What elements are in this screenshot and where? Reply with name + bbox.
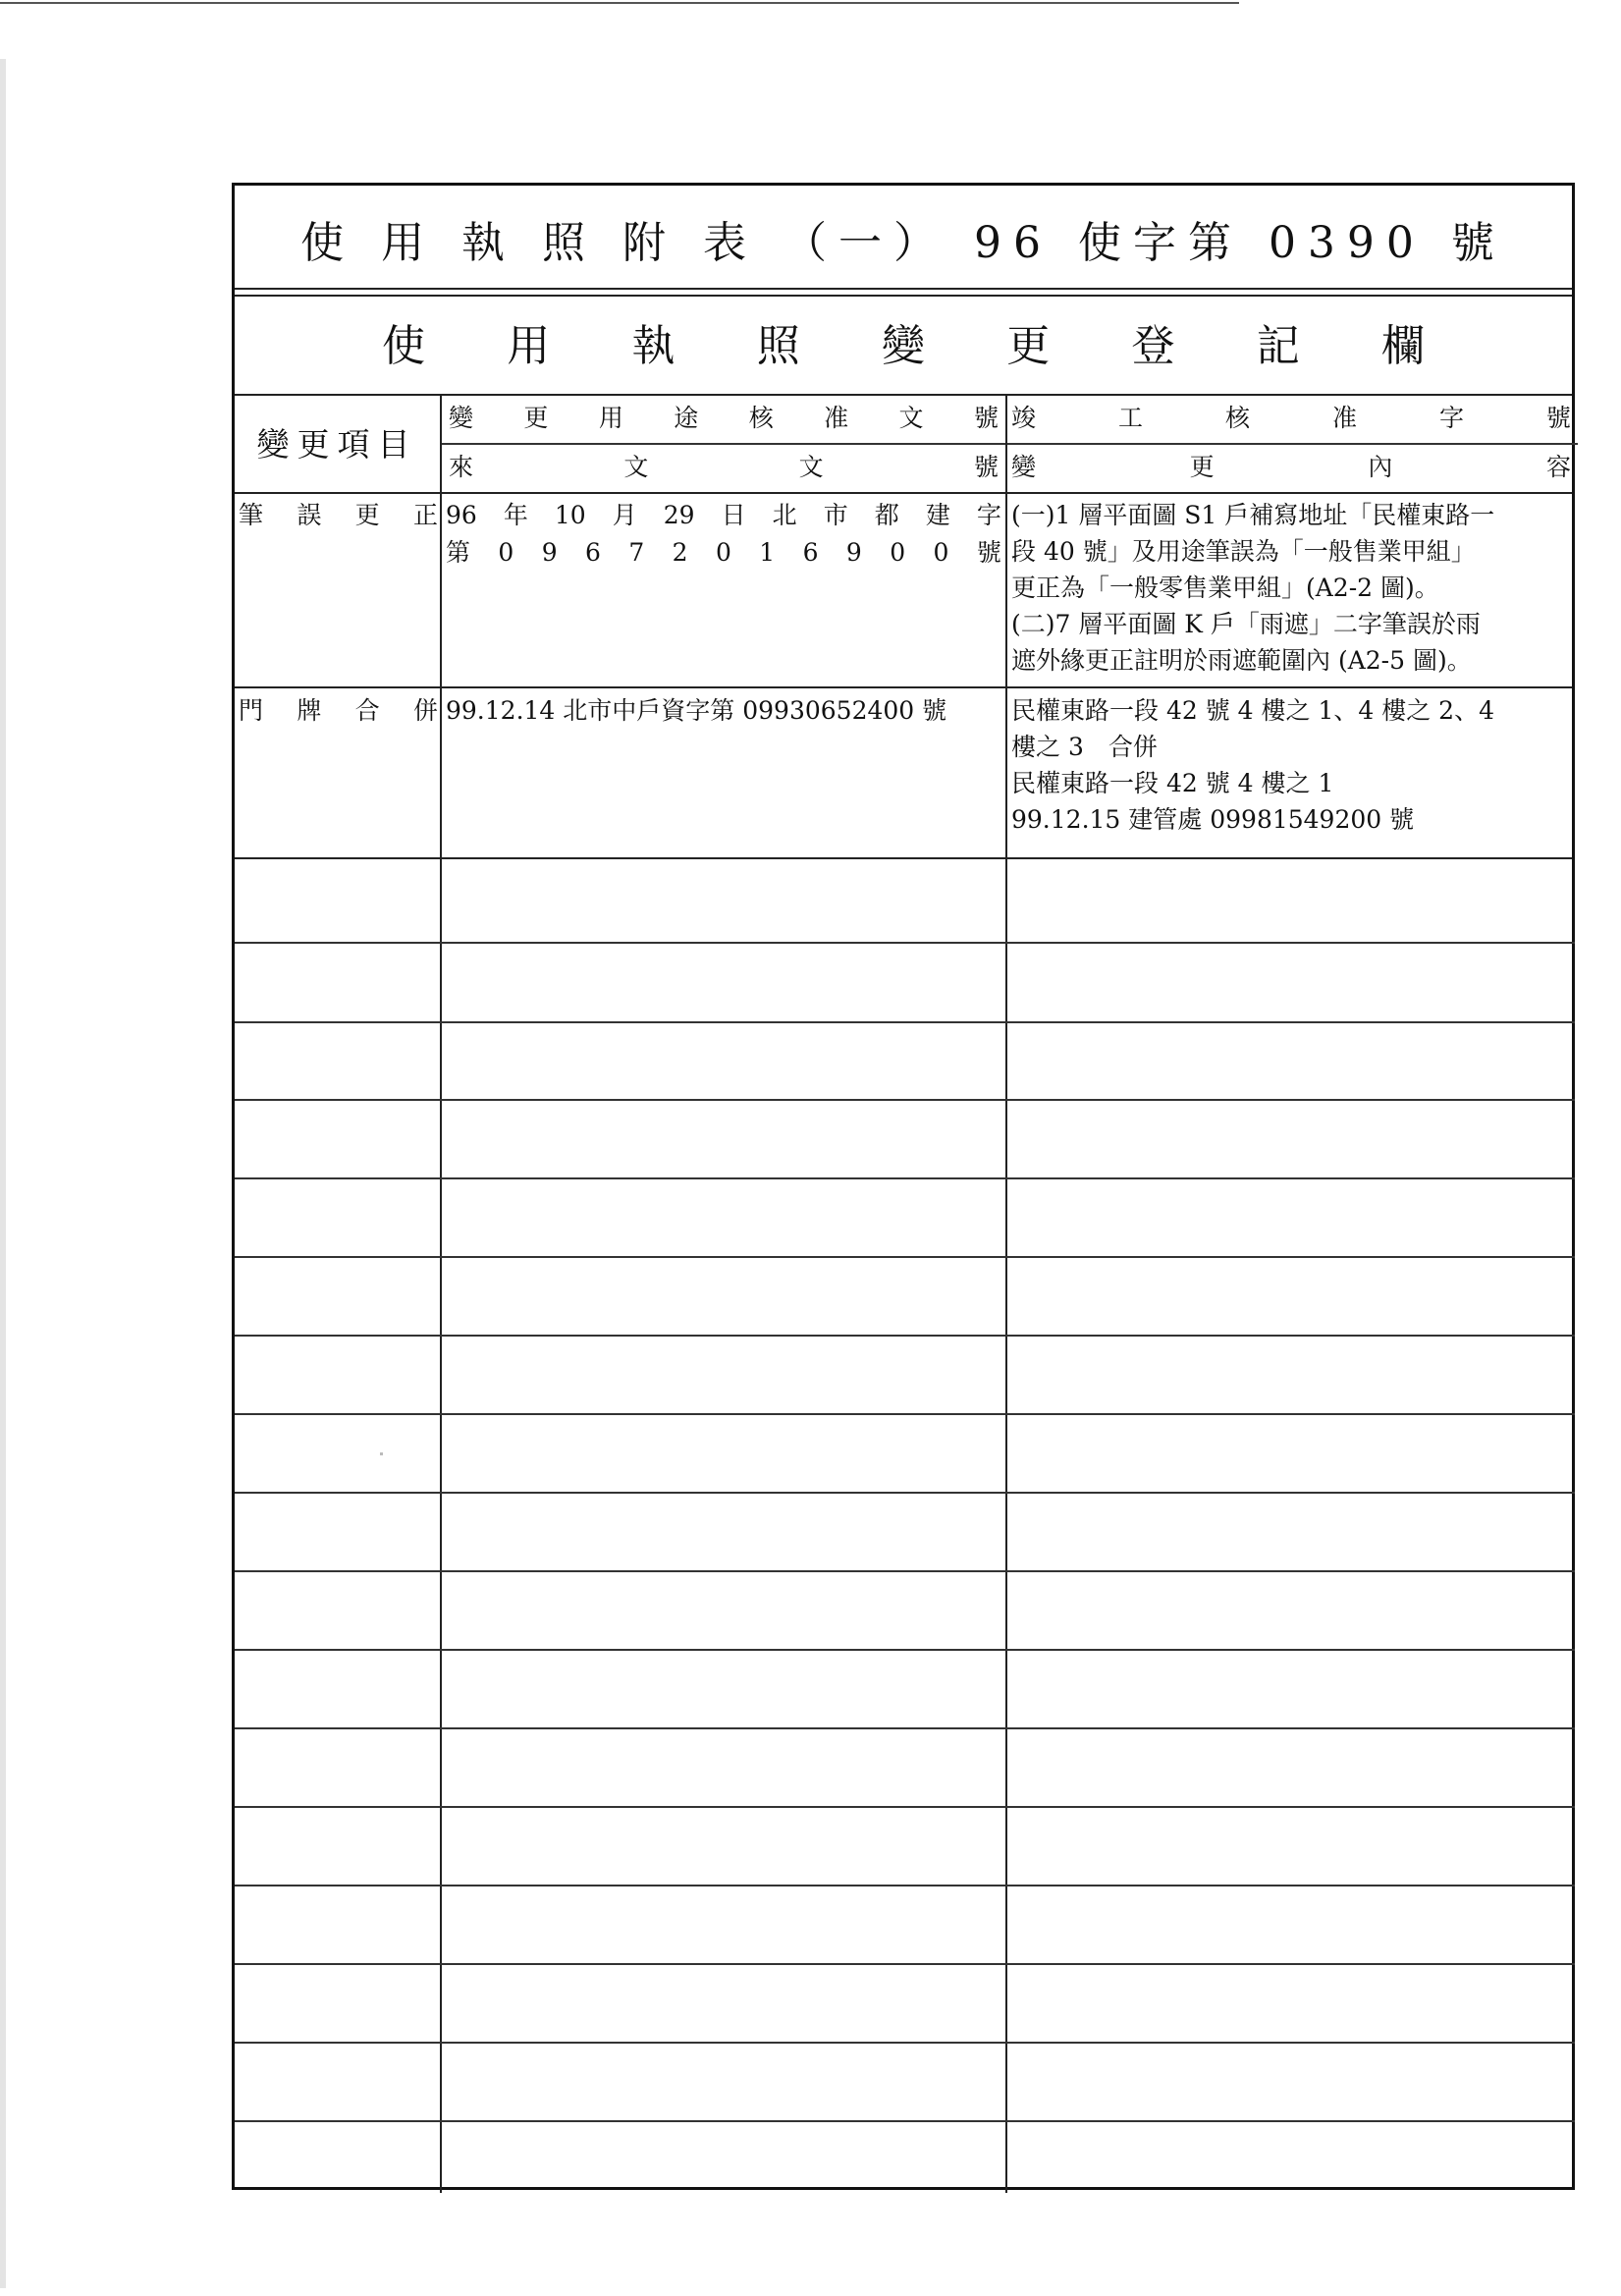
cell-char: 合 (354, 696, 380, 725)
subtitle-char: 照 (756, 321, 800, 371)
subtitle-char: 執 (631, 321, 675, 371)
content-line: 99.12.15 建管處 09981549200 號 (1011, 805, 1415, 834)
subtitle-char: 用 (507, 321, 551, 371)
cell-char: 門 (239, 696, 264, 725)
subtitle-char: 變 (882, 321, 925, 371)
table-row (235, 1256, 1575, 1258)
content-line: (二)7 層平面圖 K 戶「雨遮」二字筆誤於雨 (1011, 610, 1481, 638)
cell-char: 月 (612, 501, 637, 529)
cell-char: 牌 (297, 696, 322, 725)
cell-char: 市 (823, 501, 848, 529)
table-row (235, 2042, 1575, 2044)
table-row (235, 1335, 1575, 1337)
content-line: 段 40 號」及用途筆誤為「一般售業甲組」 (1011, 537, 1476, 566)
content-line: 更正為「一般零售業甲組」(A2-2 圖)。 (1011, 574, 1439, 602)
table-row (235, 1963, 1575, 1965)
divider (235, 492, 1572, 494)
form-title: 使 用 執 照 附 表 （一） 96 使字第 0390 號 (300, 218, 1506, 268)
content-line: 遮外緣更正註明於雨遮範圍內 (A2-5 圖)。 (1011, 646, 1472, 675)
table-row (235, 2120, 1575, 2122)
cell-char: 文 (898, 404, 924, 432)
cell-char: 准 (1331, 404, 1357, 432)
scan-top-edge (0, 2, 1239, 4)
form-subtitle (235, 294, 1572, 390)
entry-1-item (239, 497, 438, 536)
cell-char: 第 (446, 538, 471, 567)
cell-char: 建 (925, 501, 950, 529)
cell-char: 6 (802, 538, 819, 567)
cell-char: 誤 (297, 501, 322, 529)
entry-1-doc-line2 (444, 534, 1003, 574)
cell-char: 29 (663, 501, 695, 529)
cell-char: 文 (623, 453, 649, 481)
subtitle-char: 欄 (1381, 321, 1425, 371)
cell-char: 北 (772, 501, 797, 529)
table-row (235, 1413, 1575, 1415)
scan-left-shadow (0, 59, 6, 2288)
cell-char: 0 (933, 538, 949, 567)
cell-char: 容 (1545, 453, 1571, 481)
entry-divider (235, 857, 1572, 859)
content-line: (一)1 層平面圖 S1 戶補寫地址「民權東路一 (1011, 501, 1495, 529)
subtitle-char: 使 (382, 321, 425, 371)
cell-char: 更 (1189, 453, 1215, 481)
cell-char: 96 (446, 501, 477, 529)
cell-char: 都 (874, 501, 899, 529)
cell-char: 變 (449, 404, 474, 432)
content-line: 樓之 3 合併 (1011, 733, 1158, 761)
cell-char: 更 (523, 404, 549, 432)
header-completion-no (1007, 400, 1575, 439)
cell-char: 文 (798, 453, 824, 481)
table-row (235, 1806, 1575, 1808)
cell-char: 來 (449, 453, 474, 481)
table-row (235, 1021, 1575, 1023)
cell-char: 用 (598, 404, 623, 432)
cell-char: 字 (976, 501, 1001, 529)
cell-char: 准 (824, 404, 849, 432)
table-row (235, 1177, 1575, 1179)
cell-char: 內 (1368, 453, 1393, 481)
entry-1-doc-line1 (444, 497, 1003, 536)
header-change-item: 變更項目 (256, 424, 418, 464)
cell-char: 核 (1224, 404, 1250, 432)
cell-char: 號 (973, 453, 999, 481)
cell-char: 更 (354, 501, 380, 529)
cell-char: 筆 (239, 501, 264, 529)
entry-2-item (239, 692, 438, 732)
cell-char: 9 (845, 538, 862, 567)
cell-char: 0 (498, 538, 514, 567)
cell-char: 變 (1011, 453, 1037, 481)
cell-char: 途 (674, 404, 699, 432)
table-row (235, 1649, 1575, 1651)
entry-2-content (1009, 692, 1577, 838)
content-line: 民權東路一段 42 號 4 樓之 1、4 樓之 2、4 (1011, 696, 1494, 725)
cell-char: 9 (541, 538, 558, 567)
cell-char: 號 (976, 538, 1001, 567)
column-divider (1005, 396, 1007, 2193)
table-row (235, 1727, 1575, 1729)
column-divider (440, 396, 442, 2193)
subtitle-char: 登 (1131, 321, 1175, 371)
subtitle-char: 記 (1256, 321, 1300, 371)
permit-form-table (232, 183, 1575, 2190)
cell-char: 1 (759, 538, 776, 567)
header-approval-doc-no (443, 400, 1004, 439)
header-incoming-doc-no (443, 449, 1004, 488)
header-change-content (1007, 449, 1575, 488)
cell-char: 6 (585, 538, 601, 567)
divider (235, 288, 1572, 290)
cell-char: 工 (1117, 404, 1143, 432)
cell-char: 正 (412, 501, 438, 529)
cell-char: 竣 (1011, 404, 1037, 432)
cell-char: 字 (1438, 404, 1464, 432)
cell-char: 0 (715, 538, 731, 567)
cell-char: 10 (554, 501, 586, 529)
scan-speck (380, 1452, 383, 1455)
entry-1-content (1009, 497, 1577, 679)
cell-char: 號 (973, 404, 999, 432)
subtitle-char: 更 (1006, 321, 1051, 371)
cell-char: 核 (748, 404, 774, 432)
table-row (235, 1099, 1575, 1101)
entry-2-doc-line1: 99.12.14 北市中戶資字第 09930652400 號 (446, 696, 947, 725)
cell-char: 號 (1545, 404, 1571, 432)
table-row (235, 942, 1575, 944)
cell-char: 併 (412, 696, 438, 725)
content-line: 民權東路一段 42 號 4 樓之 1 (1011, 769, 1334, 797)
cell-char: 2 (672, 538, 688, 567)
entry-divider (235, 686, 1572, 688)
cell-char: 7 (628, 538, 645, 567)
table-row (235, 1885, 1575, 1886)
table-row (235, 1570, 1575, 1572)
cell-char: 日 (721, 501, 746, 529)
header-mid-divider (442, 443, 1578, 445)
table-row (235, 1492, 1575, 1494)
cell-char: 年 (503, 501, 528, 529)
cell-char: 0 (890, 538, 906, 567)
